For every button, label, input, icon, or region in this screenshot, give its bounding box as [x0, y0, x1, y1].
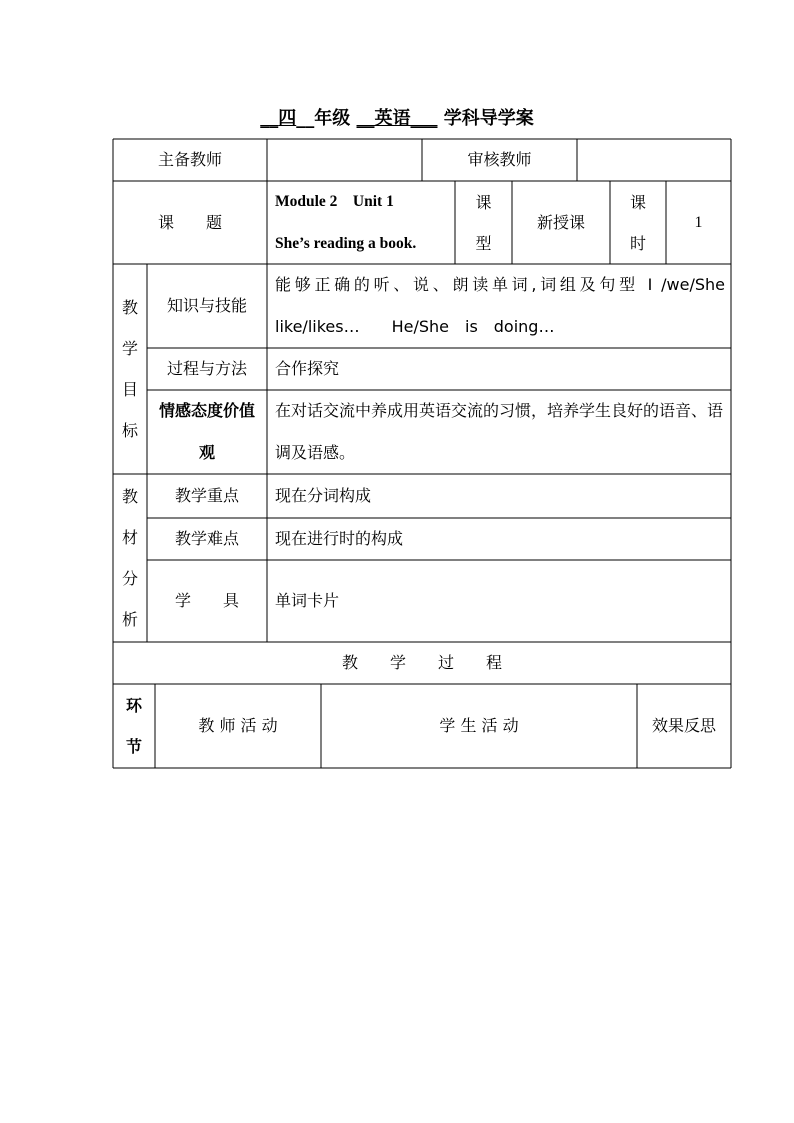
subject-blank-suffix: ___	[410, 108, 438, 129]
subject-blank: __	[356, 108, 375, 129]
attitude-values-label: 情感态度价值观	[159, 401, 256, 462]
topic-value	[267, 181, 455, 264]
teacher-activity-column-header: 教 师 活 动	[198, 716, 278, 735]
period-value: 1	[694, 213, 703, 231]
analysis-group-label: 教材分析	[122, 487, 139, 629]
teaching-process-heading: 教 学 过 程	[341, 653, 502, 672]
difficulty-text: 现在进行时的构成	[275, 529, 404, 548]
lead-teacher-label: 主备教师	[157, 150, 222, 169]
student-activity-column-header: 学 生 活 动	[439, 716, 519, 735]
process-method-label: 过程与方法	[166, 359, 247, 378]
reviewer-value[interactable]	[577, 139, 731, 181]
stage-column-header: 环节	[125, 696, 142, 756]
reflection-column-header: 效果反思	[651, 716, 716, 735]
difficulty-label: 教学难点	[174, 529, 239, 548]
knowledge-skills-label: 知识与技能	[166, 296, 247, 315]
objectives-group-label: 教学目标	[122, 298, 139, 440]
tools-label: 学 具	[174, 591, 239, 610]
period-label: 课时	[629, 192, 646, 253]
topic-line-2: She’s reading a book.	[275, 235, 417, 252]
process-method-text: 合作探究	[275, 359, 340, 378]
grade-value: 四	[278, 108, 297, 129]
key-point-label: 教学重点	[174, 486, 239, 505]
topic-label: 课 题	[157, 212, 222, 232]
lesson-type-value: 新授课	[536, 212, 585, 232]
grade-suffix: __年级	[296, 108, 351, 129]
subject-value: 英语	[374, 108, 411, 129]
key-point-text: 现在分词构成	[275, 486, 372, 505]
topic-line-1: Module 2 Unit 1	[275, 193, 394, 210]
attitude-values-text: 在对话交流中养成用英语交流的习惯，培养学生良好的语音、语调及语感。	[275, 401, 724, 462]
reviewer-label: 审核教师	[467, 150, 532, 169]
doc-name: 学科导学案	[443, 108, 534, 129]
lesson-type-label: 课型	[475, 192, 492, 253]
tools-text: 单词卡片	[275, 591, 340, 610]
grade-blank: __	[260, 108, 279, 129]
knowledge-skills-text: 能够正确的听、说、朗读单词,词组及句型 I /we/She like/likes… He/She is doing…	[275, 275, 725, 336]
lead-teacher-value[interactable]	[267, 139, 422, 181]
